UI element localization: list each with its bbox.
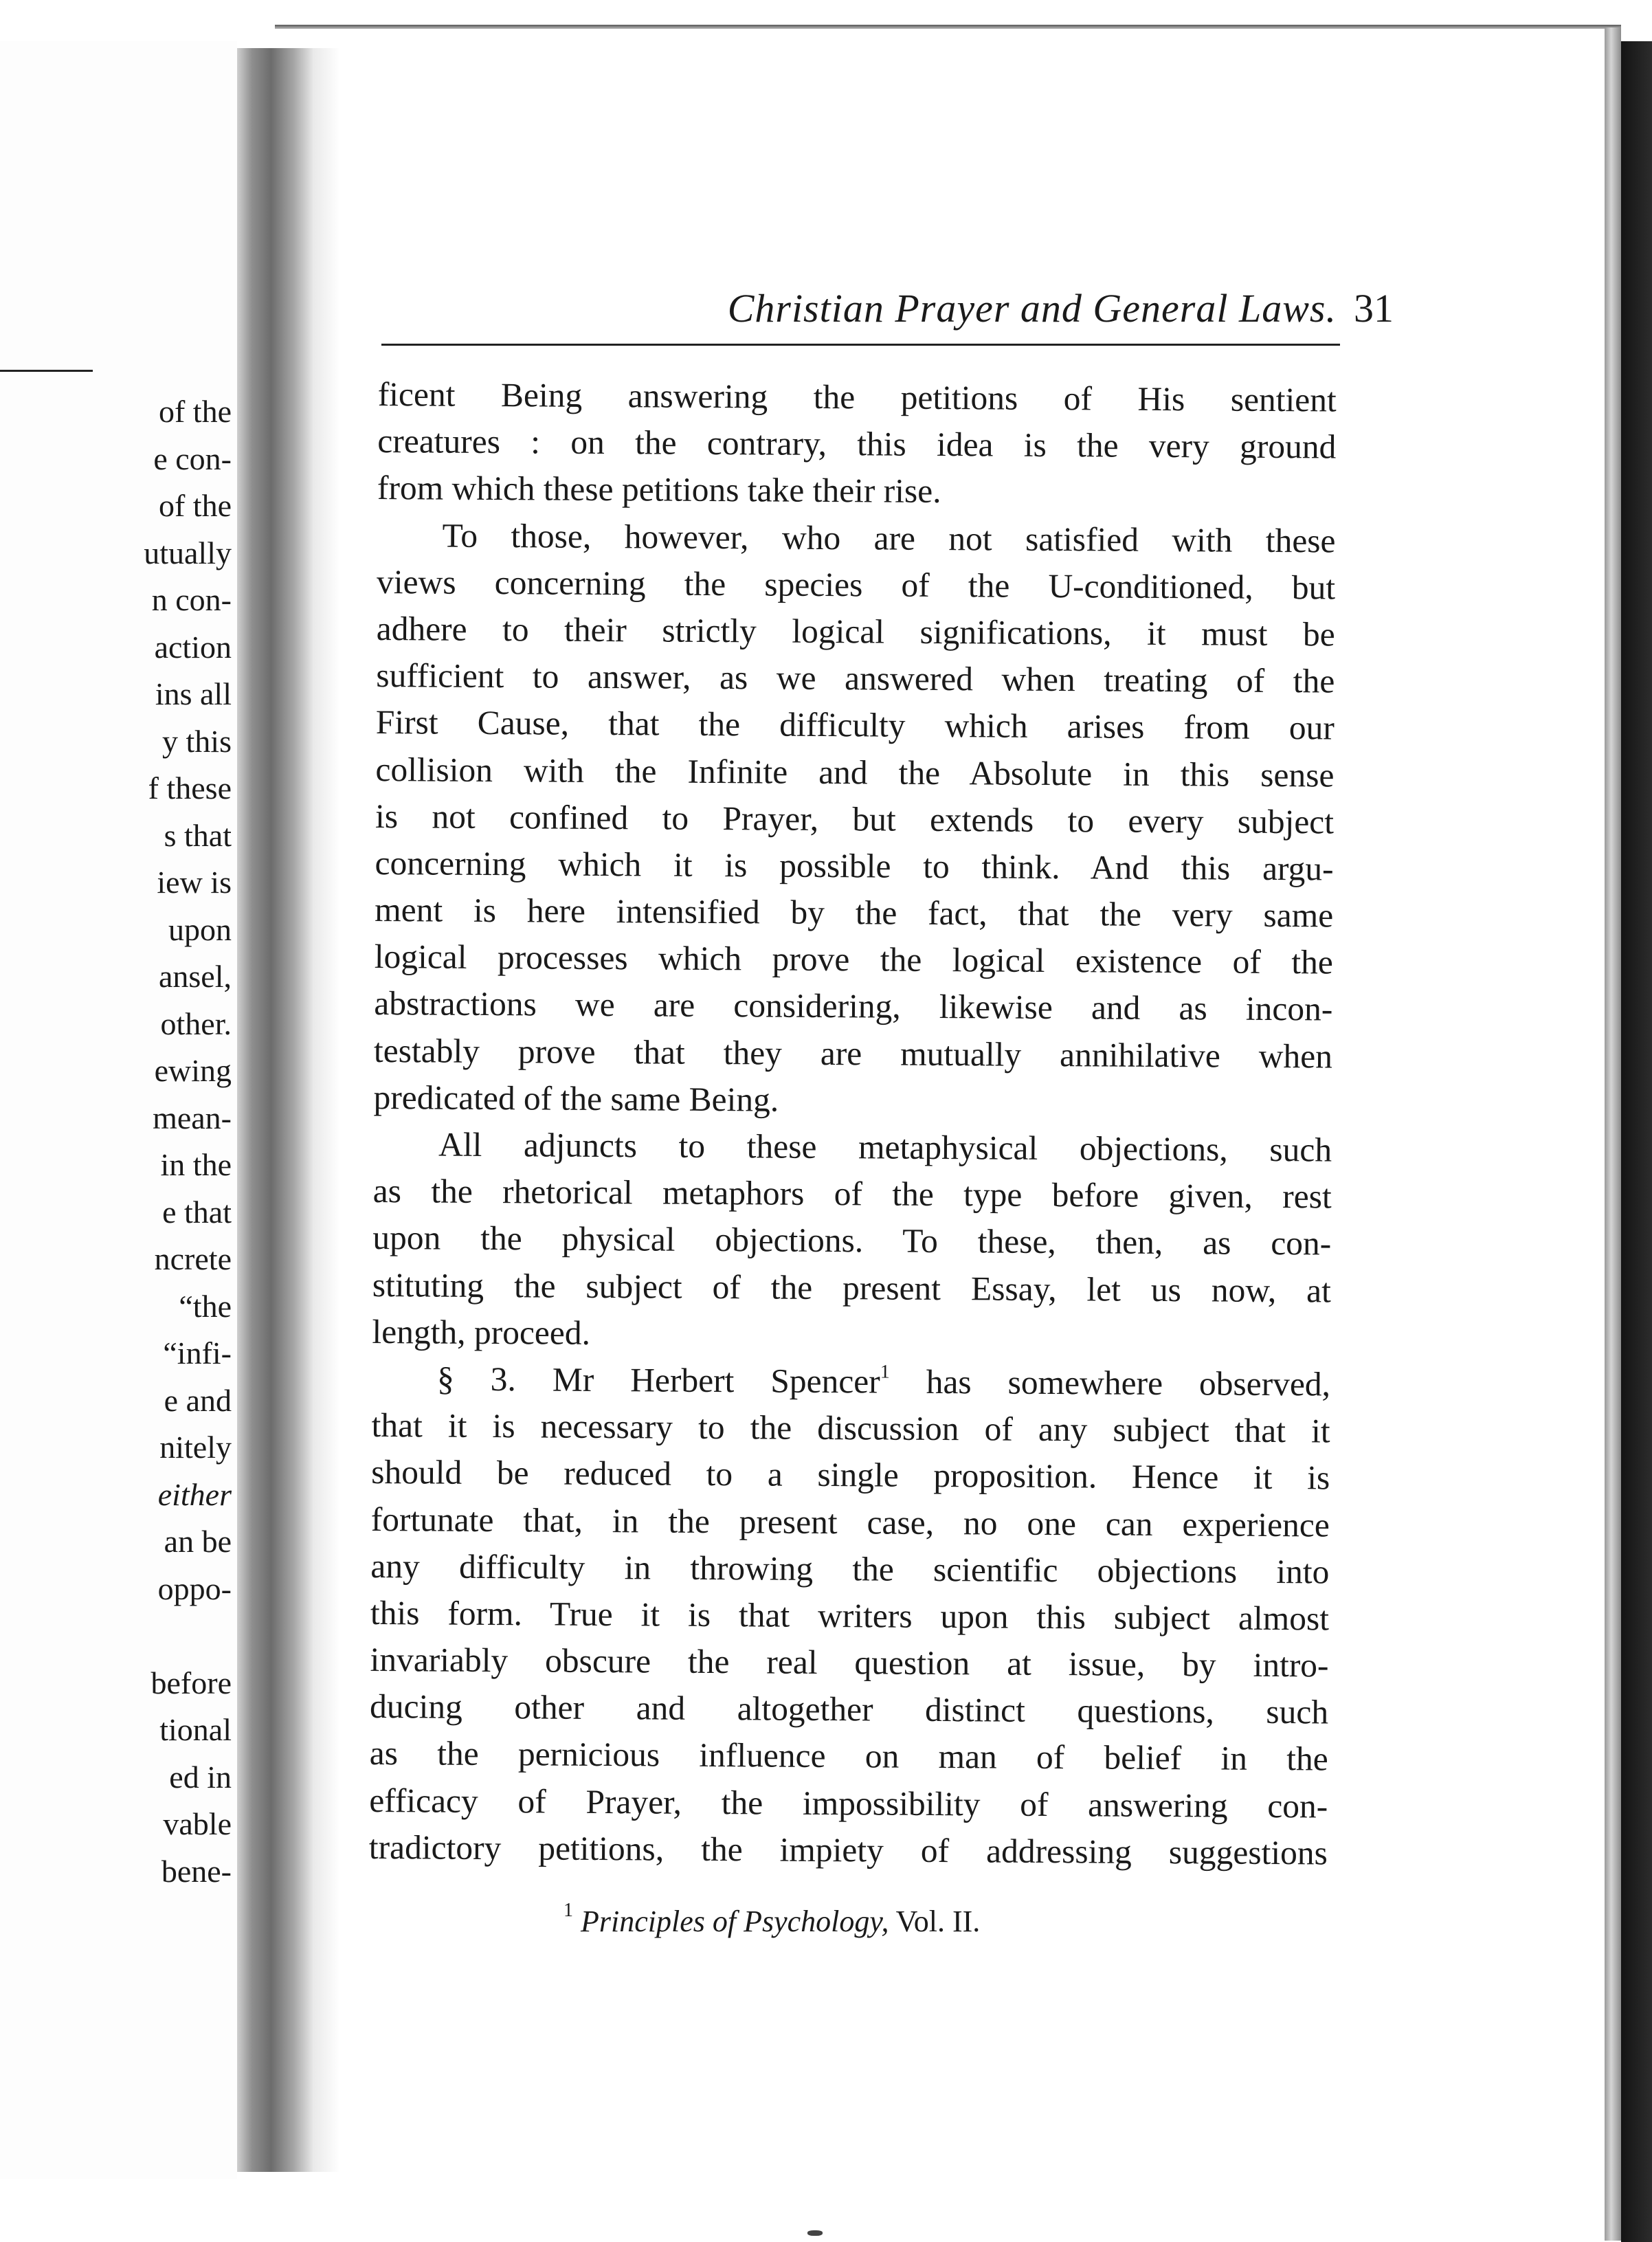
text-line: should be reduced to a single proposition. Hence it is bbox=[371, 1453, 1330, 1497]
text-line: any difficulty in throwing the scientific objections into bbox=[370, 1546, 1330, 1591]
footnote bbox=[563, 1900, 981, 1939]
footnote-title: Principles of Psychology, bbox=[581, 1905, 889, 1938]
text-line: sufficient to answer, as we answered when treating of the bbox=[376, 656, 1335, 700]
book-cover bbox=[1621, 41, 1652, 2242]
left-line: e and bbox=[164, 1382, 232, 1418]
text-line: ficent Being answering the petitions of His sentient bbox=[377, 375, 1337, 419]
text-line: predicated of the same Being. bbox=[373, 1078, 779, 1119]
left-line: ncrete bbox=[154, 1241, 232, 1276]
text-line: is not confined to Prayer, but extends to every subject bbox=[375, 797, 1335, 841]
running-head: Christian Prayer and General Laws. bbox=[727, 286, 1337, 331]
left-line: nitely bbox=[159, 1430, 232, 1465]
text-line: efficacy of Prayer, the impossibility of answering con- bbox=[369, 1781, 1328, 1825]
text-line: To those, however, who are not satisfied with these bbox=[442, 516, 1336, 560]
left-line: vable bbox=[163, 1806, 232, 1841]
text-line: testably prove that they are mutually annihilative when bbox=[373, 1031, 1333, 1076]
footnote-volume: Vol. II. bbox=[889, 1905, 981, 1938]
left-line: “infi- bbox=[163, 1335, 232, 1370]
text-line: All adjuncts to these metaphysical objections, such bbox=[438, 1125, 1332, 1169]
left-line: action bbox=[154, 629, 232, 665]
text-line: views concerning the species of the U‐conditioned, but bbox=[376, 562, 1336, 607]
text-line: as the pernicious influence on man of belief in the bbox=[369, 1734, 1328, 1778]
section-start-rest: has somewhere observed, bbox=[889, 1362, 1331, 1403]
text-line: collision with the Infinite and the Absolute in this sense bbox=[375, 750, 1335, 795]
text-line: adhere to their strictly logical significations, it must be bbox=[376, 609, 1335, 654]
body-text bbox=[369, 371, 1337, 1876]
left-line: in the bbox=[160, 1147, 232, 1182]
left-line: “the bbox=[179, 1288, 232, 1324]
left-line: ins all bbox=[155, 676, 232, 711]
left-line: ansel, bbox=[158, 959, 232, 994]
text-line: tradictory petitions, the impiety of addressing suggestions bbox=[368, 1828, 1328, 1872]
text-line: logical processes which prove the logical existence of the bbox=[374, 937, 1333, 981]
text-line-section-3 bbox=[372, 1355, 1330, 1408]
left-page-text bbox=[31, 388, 237, 1895]
left-line bbox=[31, 1612, 237, 1660]
text-line: this form. True it is that writers upon this subject almost bbox=[370, 1593, 1330, 1638]
left-line: e con- bbox=[153, 441, 232, 476]
page-number: 31 bbox=[1354, 286, 1394, 331]
text-line: First Cause, that the difficulty which arises from our bbox=[375, 703, 1335, 747]
section-start: § 3. Mr Herbert Spencer bbox=[436, 1359, 880, 1401]
text-line: ducing other and altogether distinct questions, such bbox=[369, 1687, 1329, 1731]
left-line: of the bbox=[158, 488, 232, 523]
left-line: e that bbox=[162, 1194, 232, 1230]
left-line: ewing bbox=[154, 1053, 232, 1088]
left-line: n con- bbox=[151, 582, 232, 617]
left-line: of the bbox=[158, 394, 232, 429]
footnote-marker: 1 bbox=[563, 1900, 573, 1921]
left-line: before bbox=[150, 1665, 232, 1700]
left-line: s that bbox=[164, 817, 232, 853]
left-line: iew is bbox=[157, 865, 232, 900]
left-line: upon bbox=[168, 911, 232, 947]
text-line: concerning which it is possible to think. And this argu- bbox=[375, 843, 1334, 888]
left-line: ed in bbox=[169, 1759, 232, 1795]
scan-mark bbox=[807, 2230, 823, 2236]
text-line: invariably obscure the real question at issue, by intro- bbox=[370, 1641, 1329, 1685]
text-line: stituting the subject of the present Essay, let us now, at bbox=[372, 1265, 1332, 1310]
left-line: other. bbox=[160, 1006, 232, 1041]
left-page-rule bbox=[0, 370, 93, 372]
text-line: length, proceed. bbox=[372, 1312, 591, 1352]
header-rule bbox=[381, 344, 1340, 346]
gutter-shadow bbox=[313, 48, 340, 2172]
text-line: from which these petitions take their rise. bbox=[377, 469, 941, 511]
book-gutter bbox=[237, 48, 313, 2172]
text-line: as the rhetorical metaphors of the type before given, rest bbox=[372, 1172, 1332, 1216]
left-line: f these bbox=[148, 770, 232, 806]
text-line: abstractions we are considering, likewise and as incon- bbox=[374, 984, 1333, 1028]
left-line: bene- bbox=[161, 1853, 232, 1889]
text-line: upon the physical objections. To these, then, as con- bbox=[372, 1219, 1332, 1263]
footnote-ref: 1 bbox=[880, 1361, 890, 1383]
left-line: an be bbox=[164, 1524, 232, 1559]
text-line: fortunate that, in the present case, no one can experience bbox=[370, 1500, 1330, 1544]
left-line: y this bbox=[162, 723, 232, 759]
left-line: oppo- bbox=[157, 1570, 232, 1606]
page-top-edge bbox=[275, 25, 1621, 29]
text-line: that it is necessary to the discussion of any subject that it bbox=[371, 1406, 1330, 1450]
left-line: mean- bbox=[153, 1100, 232, 1135]
page-edge bbox=[1605, 27, 1621, 2241]
text-line: ment is here intensified by the fact, that the very same bbox=[375, 891, 1334, 935]
left-line: tional bbox=[159, 1712, 232, 1747]
left-line: either bbox=[157, 1476, 232, 1512]
main-page bbox=[340, 48, 1605, 2172]
text-line: creatures : on the contrary, this idea is the very ground bbox=[377, 422, 1337, 466]
left-line: utually bbox=[144, 535, 232, 570]
left-page-fragment bbox=[0, 41, 237, 2179]
